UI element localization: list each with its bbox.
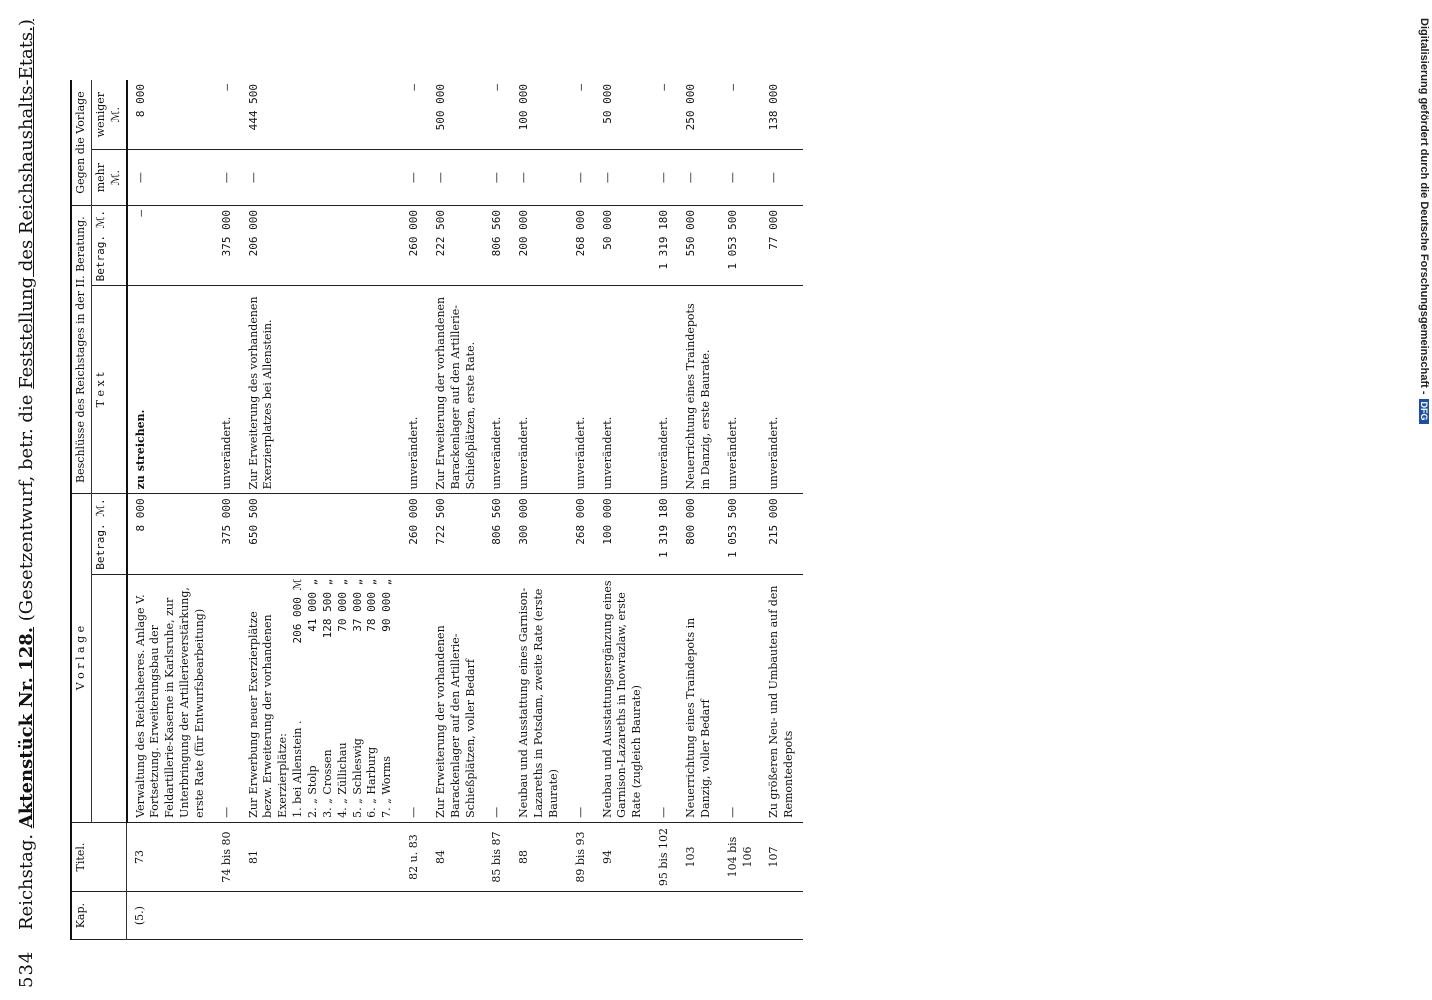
- cell-betrag2: 50 000: [595, 205, 652, 285]
- budget-rows: [127, 80, 804, 940]
- cell-mehr: —: [568, 150, 595, 206]
- cell-betrag: 215 000: [761, 494, 803, 574]
- cell-vorlage-text: [214, 574, 241, 822]
- col-vorlage-header: V o r l a g e: [71, 494, 91, 822]
- cell-betrag2: 375 000: [214, 205, 241, 285]
- cell-vorlage-text: [241, 574, 401, 822]
- cell-titel: 84: [428, 822, 485, 891]
- table-row: [401, 80, 428, 940]
- cell-kap: [401, 892, 428, 940]
- cell-mehr: —: [127, 150, 214, 206]
- vorlage-text: Verwaltung des Reichsheeres. Anlage V. Fortsetzung. Erweiterungsbau der Feldartillerie-Kaserne in Karlsruhe, zur Unterbringung der Artillerieverstärkung, erste Rate (für Entwurfsbearbeitung): [133, 587, 206, 818]
- item-label: 7. „ Worms: [380, 756, 394, 818]
- cell-vorlage-text: [761, 574, 803, 822]
- cell-beschluss-text: unverändert.: [214, 286, 241, 494]
- cell-betrag: 8 000: [127, 494, 214, 574]
- col-text-header: T e x t: [91, 286, 126, 494]
- cell-titel: 95 bis 102: [651, 822, 678, 891]
- list-item: [291, 579, 306, 818]
- cell-kap: [214, 892, 241, 940]
- item-label: 4. „ Züllichau: [335, 742, 349, 818]
- title-rest: (Gesetzentwurf, betr. die: [16, 394, 37, 622]
- cell-kap: [484, 892, 511, 940]
- cell-beschluss-text: Zur Erweiterung des vorhandenen Exerzierplatzes bei Allenstein.: [241, 286, 401, 494]
- cell-weniger: 444 500: [241, 80, 401, 150]
- title-prefix: Reichstag.: [16, 833, 37, 930]
- cell-mehr: —: [651, 150, 678, 206]
- cell-vorlage-text: [401, 574, 428, 822]
- cell-titel: 107: [761, 822, 803, 891]
- cell-titel: 103: [678, 822, 720, 891]
- cell-kap: [595, 892, 652, 940]
- cell-weniger: 100 000: [511, 80, 568, 150]
- cell-mehr: —: [241, 150, 401, 206]
- cell-weniger: 8 000: [127, 80, 214, 150]
- cell-beschluss-text: Zur Erweiterung der vorhandenen Barackenlager auf den Artillerie-Schießplätzen, erste Rate.: [428, 286, 485, 494]
- cell-vorlage-text: [651, 574, 678, 822]
- col-weniger-header: weniger ℳ.: [91, 80, 126, 150]
- item-value: 90 000 „: [380, 578, 394, 632]
- table-row: [720, 80, 762, 940]
- item-value: 41 000 „: [305, 578, 319, 632]
- footer-text: Digitalisierung gefördert durch die Deutsche Forschungsgemeinschaft -: [1418, 18, 1430, 395]
- cell-beschluss-text: unverändert.: [511, 286, 568, 494]
- col-vorlage-text-header: [91, 574, 126, 822]
- cell-weniger: —: [214, 80, 241, 150]
- list-item: [365, 579, 380, 818]
- cell-beschluss-text: unverändert.: [484, 286, 511, 494]
- cell-mehr: —: [720, 150, 762, 206]
- list-item: [306, 579, 321, 818]
- cell-mehr: —: [678, 150, 720, 206]
- cell-beschluss-text: zu streichen.: [127, 286, 214, 494]
- col-mehr-header: mehr ℳ.: [91, 150, 126, 206]
- cell-kap: [428, 892, 485, 940]
- cell-betrag2: 222 500: [428, 205, 485, 285]
- table-row: [568, 80, 595, 940]
- cell-kap: (5.): [127, 892, 214, 940]
- item-label: 3. „ Crossen: [320, 749, 334, 818]
- cell-mehr: —: [595, 150, 652, 206]
- rotated-document-page: [0, 20, 1340, 1000]
- cell-mehr: —: [484, 150, 511, 206]
- cell-betrag: 268 000: [568, 494, 595, 574]
- cell-betrag2: 1 053 500: [720, 205, 762, 285]
- cell-kap: [678, 892, 720, 940]
- dfg-footer-text: [1406, 10, 1430, 998]
- vorlage-text: Zur Erwerbung neuer Exerzierplätze bezw. Erweiterung der vorhandenen Exerzierplätze:: [246, 611, 290, 818]
- cell-betrag2: —: [127, 205, 214, 285]
- cell-betrag: 806 560: [484, 494, 511, 574]
- cell-betrag: 260 000: [401, 494, 428, 574]
- page-number: 534: [16, 950, 37, 988]
- table-row: [595, 80, 652, 940]
- cell-beschluss-text: unverändert.: [761, 286, 803, 494]
- cell-titel: 73: [127, 822, 214, 891]
- cell-weniger: —: [401, 80, 428, 150]
- table-row: [761, 80, 803, 940]
- list-item: [351, 579, 366, 818]
- cell-weniger: 50 000: [595, 80, 652, 150]
- cell-titel: 104 bis 106: [720, 822, 762, 891]
- col-betrag2-header: Betrag. ℳ.: [91, 205, 126, 285]
- cell-betrag2: 1 319 180: [651, 205, 678, 285]
- item-value: 70 000 „: [335, 578, 349, 632]
- cell-vorlage-text: [678, 574, 720, 822]
- cell-vorlage-text: [595, 574, 652, 822]
- cell-kap: [720, 892, 762, 940]
- cell-betrag2: 806 560: [484, 205, 511, 285]
- cell-betrag: 100 000: [595, 494, 652, 574]
- item-value: 78 000 „: [365, 578, 379, 632]
- cell-vorlage-text: [127, 574, 214, 822]
- page-title: [16, 19, 37, 930]
- table-row: [127, 80, 214, 940]
- cell-betrag: 1 319 180: [651, 494, 678, 574]
- item-value: 37 000 „: [350, 578, 364, 632]
- cell-weniger: —: [651, 80, 678, 150]
- list-item: [380, 579, 395, 818]
- list-item: [321, 579, 336, 818]
- cell-kap: [568, 892, 595, 940]
- cell-mehr: —: [214, 150, 241, 206]
- cell-vorlage-text: [484, 574, 511, 822]
- vorlage-text: —: [490, 806, 504, 818]
- cell-kap: [761, 892, 803, 940]
- title-doc: Aktenstück Nr. 128.: [16, 626, 37, 829]
- cell-titel: 81: [241, 822, 401, 891]
- vorlage-text: Zu größeren Neu- und Umbauten auf den Remontedepots: [767, 585, 796, 818]
- cell-vorlage-text: [511, 574, 568, 822]
- cell-beschluss-text: Neuerrichtung eines Traindepots in Danzig, erste Baurate.: [678, 286, 720, 494]
- cell-beschluss-text: unverändert.: [568, 286, 595, 494]
- vorlage-text: —: [657, 806, 671, 818]
- cell-kap: [241, 892, 401, 940]
- table-row: [214, 80, 241, 940]
- cell-beschluss-text: unverändert.: [651, 286, 678, 494]
- vorlage-text: Neubau und Ausstattung eines Garnison-Lazareths in Potsdam, zweite Rate (erste Baurate): [517, 587, 560, 818]
- list-item: [336, 579, 351, 818]
- cell-weniger: —: [568, 80, 595, 150]
- cell-betrag: 300 000: [511, 494, 568, 574]
- cell-weniger: —: [720, 80, 762, 150]
- table-row: [678, 80, 720, 940]
- cell-titel: 74 bis 80: [214, 822, 241, 891]
- cell-titel: 82 u. 83: [401, 822, 428, 891]
- cell-betrag: 722 500: [428, 494, 485, 574]
- cell-kap: [511, 892, 568, 940]
- item-label: 6. „ Harburg: [365, 746, 379, 818]
- cell-betrag2: 77 000: [761, 205, 803, 285]
- vorlage-text: —: [407, 806, 421, 818]
- col-titel-header: Titel.: [71, 822, 127, 891]
- cell-mehr: —: [511, 150, 568, 206]
- table-row: [428, 80, 485, 940]
- cell-weniger: —: [484, 80, 511, 150]
- table-row: [241, 80, 401, 940]
- dfg-footer: [1408, 10, 1432, 990]
- cell-weniger: 500 000: [428, 80, 485, 150]
- cell-mehr: —: [428, 150, 485, 206]
- cell-kap: [651, 892, 678, 940]
- cell-betrag2: 260 000: [401, 205, 428, 285]
- cell-mehr: —: [761, 150, 803, 206]
- cell-beschluss-text: unverändert.: [720, 286, 762, 494]
- cell-vorlage-text: [720, 574, 762, 822]
- cell-weniger: 250 000: [678, 80, 720, 150]
- col-betrag-header: Betrag. ℳ.: [91, 494, 126, 574]
- cell-titel: 88: [511, 822, 568, 891]
- cell-betrag2: 550 000: [678, 205, 720, 285]
- cell-betrag2: 268 000: [568, 205, 595, 285]
- item-label: 2. „ Stolp: [305, 765, 319, 818]
- vorlage-text: Zur Erweiterung der vorhandenen Barackenlager auf den Artillerie-Schießplätzen, voller Bedarf: [433, 625, 477, 818]
- table-row: [651, 80, 678, 940]
- vorlage-text: —: [219, 806, 233, 818]
- table-row: [484, 80, 511, 940]
- cell-titel: 94: [595, 822, 652, 891]
- col-gegen-header: Gegen die Vorlage: [71, 80, 91, 205]
- item-value: 128 500 „: [320, 578, 334, 639]
- item-value: 206 000 ℳ: [291, 578, 305, 644]
- cell-titel: 89 bis 93: [568, 822, 595, 891]
- vorlage-text: Neuerrichtung eines Traindepots in Danzig, voller Bedarf: [684, 617, 712, 818]
- cell-titel: 85 bis 87: [484, 822, 511, 891]
- dfg-badge: DFG: [1419, 399, 1429, 424]
- vorlage-text: —: [725, 806, 739, 818]
- cell-betrag: 800 000: [678, 494, 720, 574]
- cell-mehr: —: [401, 150, 428, 206]
- cell-beschluss-text: unverändert.: [595, 286, 652, 494]
- cell-betrag2: 200 000: [511, 205, 568, 285]
- cell-beschluss-text: unverändert.: [401, 286, 428, 494]
- cell-betrag2: 206 000: [241, 205, 401, 285]
- cell-betrag: 1 053 500: [720, 494, 762, 574]
- cell-betrag: 375 000: [214, 494, 241, 574]
- vorlage-text: —: [573, 806, 587, 818]
- title-underlined: Feststellung des Reichshaushalts-Etats.): [16, 19, 37, 389]
- cell-betrag: 650 500: [241, 494, 401, 574]
- col-kap-header: Kap.: [71, 892, 127, 940]
- item-label: 1. bei Allenstein .: [291, 720, 305, 818]
- cell-vorlage-text: [568, 574, 595, 822]
- table-row: [511, 80, 568, 940]
- cell-vorlage-text: [428, 574, 485, 822]
- exerzierplatz-list: [291, 579, 395, 818]
- vorlage-text: Neubau und Ausstattungsergänzung eines Garnison-Lazareths in Inowrazlaw, erste Rate (zugleich Baurate): [600, 580, 644, 818]
- item-label: 5. „ Schleswig: [350, 738, 364, 818]
- page-header: [0, 20, 60, 1000]
- cell-weniger: 138 000: [761, 80, 803, 150]
- budget-table: [70, 80, 803, 940]
- col-beschluesse-header: Beschlüsse des Reichstages in der II. Beratung.: [71, 205, 91, 493]
